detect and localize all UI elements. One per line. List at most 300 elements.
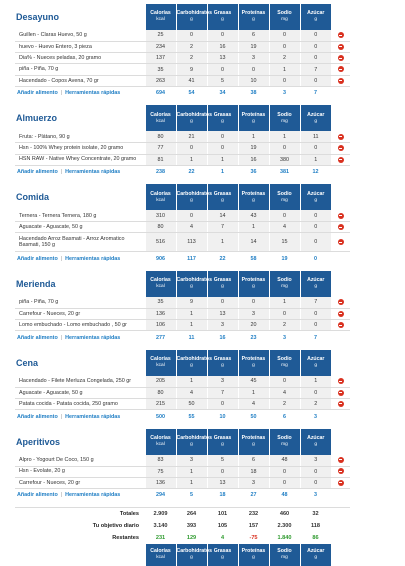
column-header-unit: mg — [281, 441, 288, 447]
column-header-carbs — [176, 429, 212, 455]
column-header-label: Carbohidratos — [176, 190, 212, 197]
meal-header-row — [15, 184, 350, 210]
remove-entry-button[interactable] — [331, 64, 350, 75]
remove-entry-button[interactable] — [331, 53, 350, 64]
food-entry-row — [15, 455, 350, 466]
column-header-fat — [207, 4, 238, 30]
column-header-unit: g — [252, 284, 255, 290]
link-separator: | — [60, 255, 63, 262]
column-header-unit: g — [190, 554, 193, 560]
food-entry-link[interactable]: Hacendado Arroz Basmati - Arroz Aromatico Basmati, 150 g — [15, 233, 145, 252]
food-entry-link[interactable]: Lomo embuchado - Lomo embuchado , 50 gr — [15, 320, 145, 331]
column-header-unit: g — [190, 17, 193, 23]
food-sodium-value: 1 — [269, 64, 300, 75]
food-sugar-value: 3 — [300, 455, 331, 466]
food-protein-value: 20 — [238, 320, 269, 331]
meal-total-protein: 23 — [250, 334, 257, 341]
column-header-label: Proteínas — [241, 547, 266, 554]
food-sodium-value: 0 — [269, 30, 300, 41]
remove-entry-button[interactable] — [331, 233, 350, 252]
column-header-sugar — [300, 4, 331, 30]
remove-circle-icon[interactable] — [338, 322, 344, 328]
food-sodium-value: 0 — [269, 75, 300, 86]
link-separator: | — [60, 90, 63, 97]
food-entry-link[interactable]: Guillen - Claras Huevo, 50 g — [15, 30, 145, 41]
column-header-unit: g — [314, 197, 318, 203]
food-sugar-value: 0 — [300, 75, 331, 86]
summary-remaining-row — [15, 532, 350, 544]
food-protein-value: 14 — [238, 233, 269, 252]
remove-entry-button[interactable] — [331, 30, 350, 41]
food-sugar-value: 0 — [300, 387, 331, 398]
food-entry-row — [15, 143, 350, 154]
food-calories-value: 80 — [145, 131, 176, 142]
food-fat-value: 0 — [207, 131, 238, 142]
food-entry-link[interactable]: Hsn - Evolate, 20 g — [15, 466, 145, 477]
meal-total-protein: 27 — [250, 492, 257, 499]
food-sugar-value: 0 — [300, 233, 331, 252]
summary-totals-label: Totales — [15, 508, 145, 520]
food-fat-value: 3 — [207, 320, 238, 331]
food-sodium-value: 1 — [269, 297, 300, 308]
meal-total-calories: 238 — [156, 169, 165, 176]
meal-footer-row — [15, 410, 350, 423]
add-food-link[interactable]: Añadir alimento — [17, 492, 58, 499]
summary-remaining-sugar: 86 — [312, 534, 319, 541]
meal-total-sugar: 7 — [314, 334, 317, 341]
food-protein-value: 6 — [238, 455, 269, 466]
column-header-label: Sodio — [277, 356, 292, 363]
food-fat-value: 1 — [207, 233, 238, 252]
food-entry-row — [15, 376, 350, 387]
column-header-label: Sodio — [277, 277, 292, 284]
food-calories-value: 136 — [145, 308, 176, 319]
meal-total-sodium: 381 — [280, 169, 289, 176]
column-header-unit: kcal — [156, 17, 165, 23]
add-food-link[interactable]: Añadir alimento — [17, 255, 58, 262]
food-entry-link[interactable]: Dia% - Nueces peladas, 20 gramo — [15, 53, 145, 64]
quick-tools-link[interactable]: Herramientas rápidas — [65, 413, 121, 420]
summary-totals-fat: 101 — [207, 508, 238, 520]
food-entry-link[interactable]: Hacendado - Copos Avena, 70 gr — [15, 75, 145, 86]
footer-spacer — [331, 165, 350, 178]
food-fat-value: 1 — [207, 154, 238, 165]
remove-circle-icon[interactable] — [338, 457, 344, 463]
summary-spacer — [331, 532, 350, 544]
food-sodium-value: 1 — [269, 131, 300, 142]
food-entry-link[interactable]: Hsn - 100% Whey protein isolate, 20 gramo — [15, 143, 145, 154]
food-calories-value: 80 — [145, 387, 176, 398]
food-sodium-value: 0 — [269, 308, 300, 319]
summary-remaining-sodium: 1.840 — [277, 534, 292, 541]
food-entry-row — [15, 222, 350, 233]
food-protein-value: 4 — [238, 398, 269, 409]
food-fat-value: 0 — [207, 143, 238, 154]
column-header-unit: mg — [281, 118, 288, 124]
food-carbs-value: 0 — [176, 30, 207, 41]
column-header-label: Proteínas — [241, 277, 266, 284]
food-carbs-value: 1 — [176, 320, 207, 331]
food-protein-value: 0 — [238, 64, 269, 75]
remove-circle-icon[interactable] — [338, 157, 344, 163]
column-header-label: Azúcar — [307, 10, 325, 17]
column-header-unit: g — [314, 441, 318, 447]
remove-entry-button[interactable] — [331, 477, 350, 488]
remove-entry-button[interactable] — [331, 398, 350, 409]
column-header-unit: g — [221, 197, 224, 203]
food-entry-link[interactable]: Aguacate - Aguacate, 50 g — [15, 222, 145, 233]
food-entry-row — [15, 53, 350, 64]
food-calories-value: 136 — [145, 477, 176, 488]
column-header-label: Azúcar — [307, 547, 325, 554]
quick-tools-link[interactable]: Herramientas rápidas — [65, 169, 121, 176]
remove-circle-icon[interactable] — [338, 224, 344, 230]
food-entry-row — [15, 398, 350, 409]
add-food-link[interactable]: Añadir alimento — [17, 334, 58, 341]
food-calories-value: 516 — [145, 233, 176, 252]
summary-goal-calories: 3.140 — [153, 522, 168, 529]
meal-total-calories: 906 — [156, 255, 165, 262]
food-entry-row — [15, 320, 350, 331]
meal-total-calories: 500 — [156, 413, 165, 420]
column-header-label: Sodio — [277, 190, 292, 197]
column-header-label: Calorías — [150, 10, 171, 17]
header-spacer — [331, 544, 350, 566]
remove-entry-button[interactable] — [331, 308, 350, 319]
column-header-label: Calorías — [150, 277, 171, 284]
remove-entry-button[interactable] — [331, 466, 350, 477]
column-header-protein — [238, 271, 269, 297]
summary-goal-carbs: 393 — [186, 522, 197, 529]
quick-tools-link[interactable]: Herramientas rápidas — [65, 334, 121, 341]
column-header-unit: kcal — [156, 118, 165, 124]
column-header-calories — [145, 105, 176, 131]
meal-total-protein: 58 — [250, 255, 257, 262]
remove-circle-icon[interactable] — [338, 378, 344, 384]
column-header-carbs — [176, 4, 212, 30]
column-header-fat — [207, 429, 238, 455]
remove-circle-icon[interactable] — [338, 55, 344, 61]
remove-circle-icon[interactable] — [338, 468, 344, 474]
food-entry-link[interactable]: Carrefour - Nueces, 20 gr — [15, 308, 145, 319]
meal-total-fat: 18 — [219, 492, 226, 499]
food-carbs-value: 1 — [176, 308, 207, 319]
column-header-label: Proteínas — [241, 356, 266, 363]
food-calories-value: 137 — [145, 53, 176, 64]
food-sugar-value: 0 — [300, 308, 331, 319]
column-header-sugar — [300, 184, 331, 210]
header-spacer — [331, 105, 350, 131]
meal-total-sodium: 19 — [281, 255, 288, 262]
column-header-unit: kcal — [156, 363, 165, 369]
food-sodium-value: 15 — [269, 233, 300, 252]
column-header-unit: kcal — [156, 197, 165, 203]
food-sodium-value: 2 — [269, 398, 300, 409]
food-sugar-value: 0 — [300, 320, 331, 331]
remove-circle-icon[interactable] — [338, 134, 344, 140]
food-entry-row — [15, 477, 350, 488]
meal-total-carbs: 117 — [187, 255, 196, 262]
column-header-unit: g — [190, 284, 193, 290]
column-header-calories — [145, 184, 176, 210]
summary-totals-protein: 232 — [238, 508, 269, 520]
food-carbs-value: 9 — [176, 64, 207, 75]
column-header-calories — [145, 350, 176, 376]
food-sodium-value: 4 — [269, 387, 300, 398]
summary-totals-sugar: 32 — [300, 508, 331, 520]
meal-footer-row — [15, 252, 350, 265]
meal-total-fat: 34 — [219, 90, 226, 97]
add-food-link[interactable]: Añadir alimento — [17, 413, 58, 420]
column-header-carbs — [176, 544, 212, 566]
remove-circle-icon[interactable] — [338, 480, 344, 486]
remove-circle-icon[interactable] — [338, 299, 344, 305]
remove-entry-button[interactable] — [331, 222, 350, 233]
meal-title: Aperitivos — [16, 436, 61, 447]
column-header-sugar — [300, 350, 331, 376]
column-header-unit: g — [314, 284, 318, 290]
meal-actions — [15, 165, 145, 178]
summary-remaining-fat: 4 — [220, 534, 225, 541]
remove-entry-button[interactable] — [331, 210, 350, 221]
column-header-unit: g — [314, 17, 318, 23]
food-entry-link[interactable]: Fruta: - Plátano, 90 g — [15, 131, 145, 142]
bottom-header-blank — [15, 544, 145, 566]
meal-total-sodium: 3 — [283, 90, 286, 97]
column-header-label: Grasas — [213, 277, 232, 284]
food-calories-value: 234 — [145, 41, 176, 52]
column-header-label: Grasas — [213, 547, 232, 554]
column-header-label: Azúcar — [307, 277, 325, 284]
remove-circle-icon[interactable] — [338, 213, 344, 219]
food-protein-value: 10 — [238, 75, 269, 86]
remove-circle-icon[interactable] — [338, 66, 344, 72]
food-carbs-value: 1 — [176, 376, 207, 387]
remove-entry-button[interactable] — [331, 455, 350, 466]
food-sugar-value: 0 — [300, 222, 331, 233]
food-sugar-value: 0 — [300, 41, 331, 52]
remove-circle-icon[interactable] — [338, 32, 344, 38]
summary-remaining-protein: -75 — [249, 534, 258, 541]
summary-goal-sugar: 118 — [310, 522, 321, 529]
food-entry-link[interactable]: Patata cocida - Patata cocida, 250 gramo — [15, 398, 145, 409]
summary-totals-carbs: 264 — [176, 508, 207, 520]
quick-tools-link[interactable]: Herramientas rápidas — [65, 255, 121, 262]
meal-total-fat: 1 — [221, 169, 224, 176]
meal-total-fat: 10 — [219, 413, 226, 420]
meal-total-sugar: 3 — [314, 492, 317, 499]
column-header-carbs — [176, 271, 212, 297]
summary-remaining-label: Restantes — [112, 534, 139, 541]
remove-circle-icon[interactable] — [338, 401, 344, 407]
remove-entry-button[interactable] — [331, 297, 350, 308]
remove-circle-icon[interactable] — [338, 239, 344, 245]
meal-header-row — [15, 350, 350, 376]
column-header-label: Sodio — [277, 435, 292, 441]
column-header-unit: g — [252, 554, 255, 560]
food-sodium-value: 0 — [269, 477, 300, 488]
meal-header-row — [15, 4, 350, 30]
column-header-label: Grasas — [213, 190, 232, 197]
food-entry-link[interactable]: Aguacate - Aguacate, 50 g — [15, 387, 145, 398]
meal-actions — [15, 489, 145, 502]
add-food-link[interactable]: Añadir alimento — [17, 169, 58, 176]
meal-total-calories: 294 — [156, 492, 165, 499]
food-fat-value: 16 — [207, 41, 238, 52]
summary-totals-sodium: 460 — [269, 508, 300, 520]
remove-entry-button[interactable] — [331, 154, 350, 165]
quick-tools-link[interactable]: Herramientas rápidas — [65, 90, 121, 97]
meal-title: Cena — [16, 357, 39, 368]
column-header-unit: g — [252, 17, 255, 23]
meal-total-carbs: 54 — [188, 90, 195, 97]
food-carbs-value: 0 — [176, 143, 207, 154]
food-entry-link[interactable]: Hacendado - Filete Merluza Congelada, 250 gr — [15, 376, 145, 387]
column-header-label: Calorías — [150, 435, 171, 441]
summary-totals-calories: 2.909 — [145, 508, 176, 520]
food-entry-row — [15, 30, 350, 41]
column-header-unit: g — [221, 363, 224, 369]
footer-spacer — [331, 86, 350, 99]
food-sugar-value: 7 — [300, 64, 331, 75]
remove-entry-button[interactable] — [331, 131, 350, 142]
column-header-unit: g — [190, 363, 193, 369]
meal-footer-row — [15, 165, 350, 178]
food-protein-value: 3 — [238, 477, 269, 488]
column-header-label: Carbohidratos — [176, 356, 212, 363]
column-header-unit: kcal — [156, 284, 165, 290]
food-entry-row — [15, 297, 350, 308]
column-header-label: Proteínas — [241, 111, 266, 118]
column-header-label: Calorías — [150, 111, 171, 118]
column-header-label: Azúcar — [307, 435, 325, 441]
column-header-unit: mg — [281, 554, 288, 560]
meal-header-row — [15, 105, 350, 131]
column-header-label: Azúcar — [307, 190, 325, 197]
food-sugar-value: 0 — [300, 466, 331, 477]
remove-entry-button[interactable] — [331, 320, 350, 331]
column-header-label: Proteínas — [241, 10, 266, 17]
meal-total-sodium: 6 — [283, 413, 286, 420]
column-header-unit: g — [252, 363, 255, 369]
food-fat-value: 5 — [207, 75, 238, 86]
food-entry-link[interactable]: Carrefour - Nueces, 20 gr — [15, 477, 145, 488]
remove-circle-icon[interactable] — [338, 145, 344, 151]
add-food-link[interactable]: Añadir alimento — [17, 90, 58, 97]
summary-spacer — [331, 520, 350, 532]
column-header-label: Sodio — [277, 547, 292, 554]
column-header-protein — [238, 105, 269, 131]
food-entry-link[interactable]: HSN RAW - Native Whey Concentrate, 20 gramo — [15, 154, 145, 165]
remove-entry-button[interactable] — [331, 387, 350, 398]
meal-total-sugar: 12 — [312, 169, 319, 176]
meal-title: Almuerzo — [16, 113, 58, 124]
column-header-fat — [207, 184, 238, 210]
link-separator: | — [60, 169, 63, 176]
food-protein-value: 1 — [238, 222, 269, 233]
food-entry-link[interactable]: huevo - Huevo Entero, 3 pieza — [15, 41, 145, 52]
column-header-label: Calorías — [150, 356, 171, 363]
food-protein-value: 3 — [238, 53, 269, 64]
food-entry-link[interactable]: Alpro - Yogourt De Coco, 150 g — [15, 455, 145, 466]
meal-total-fat: 22 — [219, 255, 226, 262]
food-sugar-value: 2 — [300, 398, 331, 409]
column-header-unit: g — [314, 363, 318, 369]
food-protein-value: 1 — [238, 131, 269, 142]
column-header-unit: g — [221, 441, 224, 447]
food-calories-value: 106 — [145, 320, 176, 331]
food-carbs-value: 9 — [176, 297, 207, 308]
meal-header-row — [15, 429, 350, 455]
column-header-label: Carbohidratos — [176, 10, 212, 17]
remove-circle-icon[interactable] — [338, 44, 344, 50]
meal-footer-row — [15, 489, 350, 502]
food-fat-value: 13 — [207, 53, 238, 64]
column-header-label: Carbohidratos — [176, 435, 212, 441]
column-header-sugar — [300, 105, 331, 131]
remove-entry-button[interactable] — [331, 75, 350, 86]
food-fat-value: 0 — [207, 64, 238, 75]
food-sodium-value: 0 — [269, 376, 300, 387]
footer-spacer — [331, 410, 350, 423]
column-header-unit: g — [190, 441, 193, 447]
food-carbs-value: 41 — [176, 75, 207, 86]
footer-spacer — [331, 252, 350, 265]
meal-title: Desayuno — [16, 12, 60, 22]
food-sugar-value: 0 — [300, 210, 331, 221]
remove-circle-icon[interactable] — [338, 311, 344, 317]
column-header-sodium — [269, 544, 300, 566]
meal-header-row — [15, 271, 350, 297]
meal-total-sugar: 7 — [314, 90, 317, 97]
column-header-unit: g — [190, 118, 193, 124]
food-calories-value: 215 — [145, 398, 176, 409]
food-fat-value: 5 — [207, 455, 238, 466]
column-header-label: Carbohidratos — [176, 111, 212, 118]
food-calories-value: 83 — [145, 455, 176, 466]
remove-entry-button[interactable] — [331, 41, 350, 52]
food-sugar-value: 0 — [300, 30, 331, 41]
remove-circle-icon[interactable] — [338, 78, 344, 84]
meal-total-fat: 16 — [219, 334, 226, 341]
food-sugar-value: 1 — [300, 154, 331, 165]
food-sodium-value: 4 — [269, 222, 300, 233]
food-calories-value: 310 — [145, 210, 176, 221]
remove-circle-icon[interactable] — [338, 390, 344, 396]
meal-total-sugar: 0 — [314, 255, 317, 262]
meal-total-carbs: 5 — [190, 492, 193, 499]
food-carbs-value: 2 — [176, 41, 207, 52]
food-entry-link[interactable]: piña - Piña, 70 g — [15, 297, 145, 308]
meal-title: Comida — [16, 192, 50, 203]
meal-total-carbs: 22 — [188, 169, 195, 176]
food-carbs-value: 2 — [176, 53, 207, 64]
food-entry-link[interactable]: piña - Piña, 70 g — [15, 64, 145, 75]
column-header-sodium — [269, 350, 300, 376]
summary-goal-sodium: 2.300 — [277, 522, 292, 529]
column-header-fat — [207, 350, 238, 376]
quick-tools-link[interactable]: Herramientas rápidas — [65, 492, 121, 499]
food-entry-link[interactable]: Ternera - Ternera Ternera, 180 g — [15, 210, 145, 221]
meal-total-protein: 38 — [250, 90, 257, 97]
column-header-fat — [207, 271, 238, 297]
remove-entry-button[interactable] — [331, 376, 350, 387]
meal-actions — [15, 86, 145, 99]
food-entry-row — [15, 387, 350, 398]
food-carbs-value: 3 — [176, 455, 207, 466]
remove-entry-button[interactable] — [331, 143, 350, 154]
summary-goal-fat: 105 — [217, 522, 228, 529]
